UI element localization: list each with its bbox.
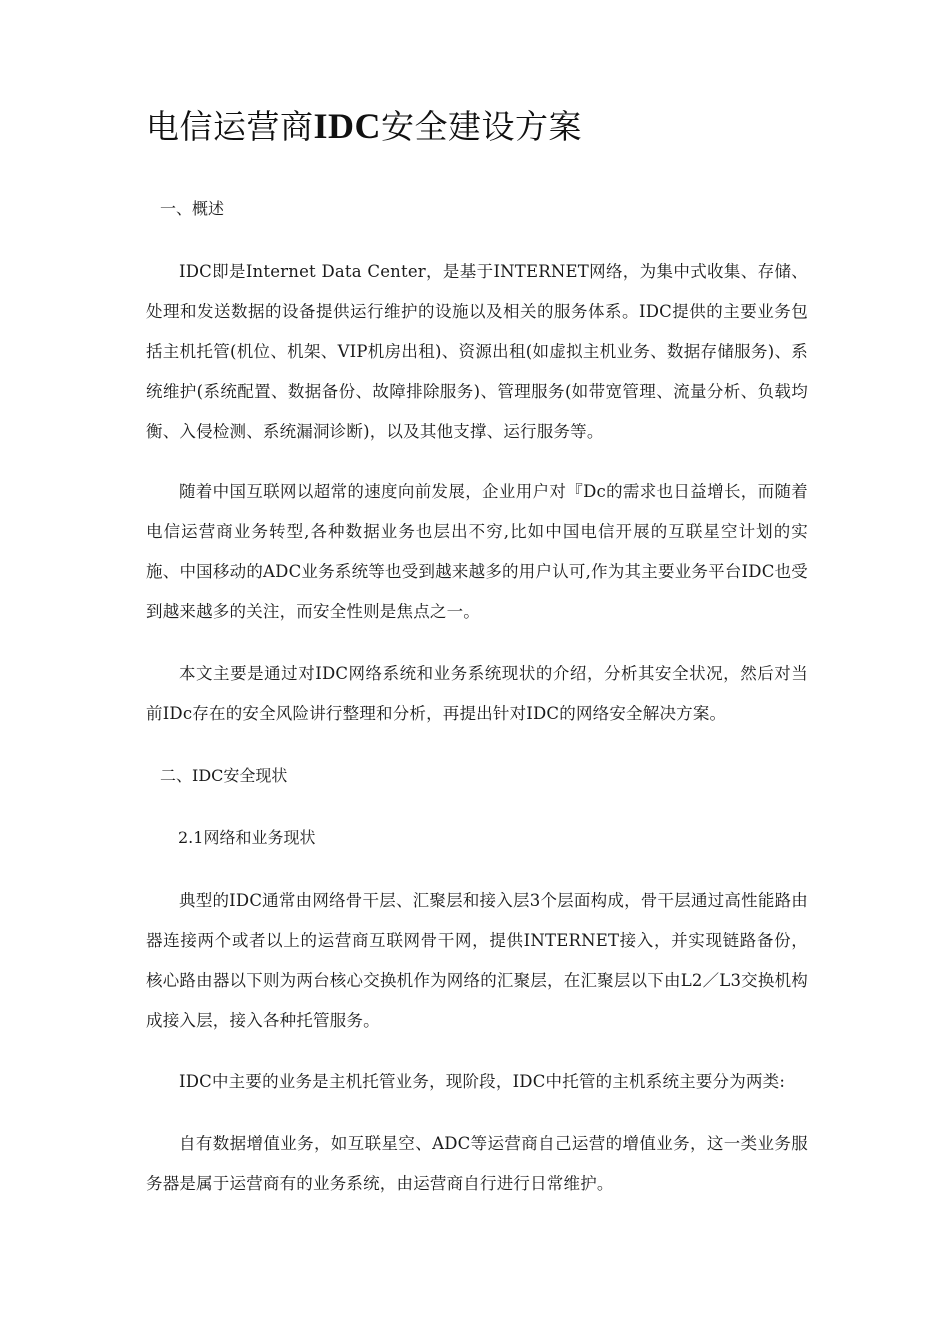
paragraph-status-1: 典型的IDC通常由网络骨干层、汇聚层和接入层3个层面构成，骨干层通过高性能路由器连接两个或者以上的运营商互联网骨干网，提供INTERNET接入，并实现链路备份，核心路由器以下则为两台核心交换机作为网络的汇聚层，在汇聚层以下由L2／L3交换机构成接入层，接入各种托管服务。: [146, 891, 808, 1030]
paragraph-overview-2: 随着中国互联网以超常的速度向前发展，企业用户对『Dc的需求也日益增长，而随着电信运营商业务转型,各种数据业务也层出不穷,比如中国电信开展的互联星空计划的实施、中国移动的ADC业务系统等也受到越来越多的用户认可,作为其主要业务平台IDC也受到越来越多的关注，而安全性则是焦点之一。: [146, 482, 808, 621]
title-bold: IDC: [313, 106, 382, 146]
section-heading-overview: 一、概述: [160, 199, 225, 218]
subsection-heading-2-1: 2.1网络和业务现状: [178, 828, 316, 847]
section-heading-status: 二、IDC安全现状: [160, 766, 288, 785]
paragraph-overview-1: IDC即是Internet Data Center，是基于INTERNET网络，为集中式收集、存储、处理和发送数据的设备提供运行维护的设施以及相关的服务体系。IDC提供的主要业务包括主机托管(机位、机架、VIP机房出租)、资源出租(如虚拟主机业务、数据存储服务)、系统维护(系统配置、数据备份、故障排除服务)、管理服务(如带宽管理、流量分析、负载均衡、入侵检测、系统漏洞诊断)，以及其他支撑、运行服务等。: [146, 262, 808, 441]
title-suffix: 安全建设方案: [381, 107, 583, 146]
title-prefix: 电信运营商: [146, 107, 314, 146]
paragraph-status-3: 自有数据增值业务，如互联星空、ADC等运营商自己运营的增值业务，这一类业务服务器是属于运营商有的业务系统，由运营商自行进行日常维护。: [146, 1134, 808, 1193]
paragraph-status-2: IDC中主要的业务是主机托管业务，现阶段，IDC中托管的主机系统主要分为两类:: [179, 1072, 786, 1091]
document-title: [146, 104, 582, 149]
paragraph-overview-3: 本文主要是通过对IDC网络系统和业务系统现状的介绍，分析其安全状况，然后对当前IDc存在的安全风险讲行整理和分析，再提出针对IDC的网络安全解决方案。: [146, 664, 808, 723]
